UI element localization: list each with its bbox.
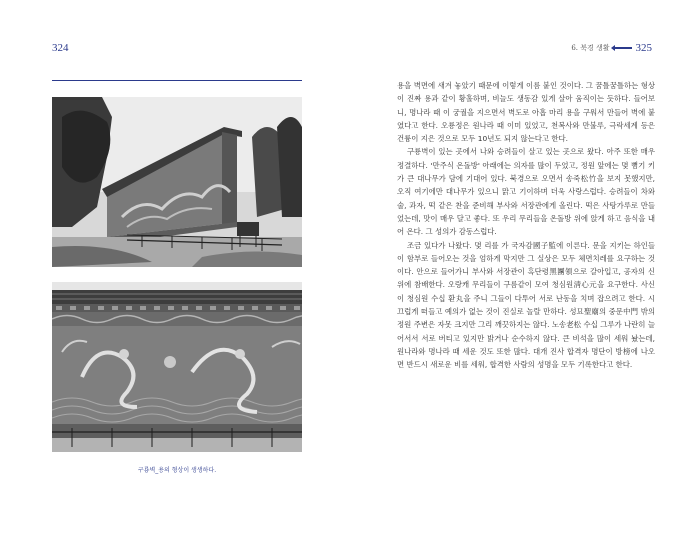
paragraph: 용을 벽면에 새겨 놓았기 때문에 이렇게 이름 붙인 것이다. 그 꿈틀꿈틀하는 형상이 진짜 용과 같이 황홀하며, 비늘도 생동감 있게 살아 움직이는 듯하다. 들어보니, 명나라 때 이 궁궐을 지으면서 벽도로 아홉 마리 용을 구워서 만들어 벽에 붙였다고 한다. 오룡정은 원나라 때 이미 있었고, 천복사와 만불루, 극락세계 등은 건륭이 지은 것으로 모두 10년도 되지 않는다고 한다. — [397, 81, 655, 144]
photo-dragon-wall-front — [52, 282, 302, 452]
left-page-number: 324 — [52, 42, 69, 54]
paragraph: 구룡벽이 있는 곳에서 나와 승려들이 살고 있는 곳으로 왔다. 아주 또한 매우 정결하다. '만주식 온돌방' 아래에는 의자를 많이 두었고, 정원 앞에는 몇 뼘기 키가 큰 대나무가 담에 기대어 있다. 북경으로 오면서 송죽松竹을 보지 못했지만, 오직 여기에만 대나무가 있으니 맑고 기이하며 더욱 사랑스럽다. 승려들이 차와 술, 과자, 떡 같은 찬을 준비해 부사와 서장관에게 올린다. 떡은 사탕가루로 만들었는데, 맛이 매우 달고 좋다. 또 우리 무리들을 온돌방 위에 앉게 하고 음식을 내어 온다. 그 성의가 감동스럽다. — [397, 147, 655, 237]
right-page-number: 325 — [635, 42, 652, 54]
running-header — [571, 42, 652, 54]
chapter-title: 6. 북경 생활 — [571, 44, 610, 52]
photo-dragon-wall-angled — [52, 97, 302, 267]
arrow-left-icon — [614, 47, 632, 49]
header-rule — [52, 80, 302, 81]
paragraph: 조금 있다가 나왔다. 몇 리를 가 국자감國子監에 이른다. 문을 지키는 하인들이 함부로 들어오는 것을 엄하게 막지만 그 실상은 모두 체면치레를 요구하는 것이다. 안으로 들어가니 부사와 서장관이 흑단령黑團領으로 갈아입고, 공자의 신위에 참배한다. 오랑캐 무리들이 구름같이 모여 청심원淸心元을 요구한다. 사신이 청심원 수십 환丸을 주니 그들이 다투어 서로 난동을 치며 잡으려고 한다. 시끄럽게 떠들고 예의가 없는 것이 진실로 놀랄 만하다. 성묘聖廟의 중문中門 밖의 정원 주변은 자못 크지만 그리 깨끗하지는 않다. 노송老松 수십 그루가 나란히 늘어서서 서로 버티고 있지만 밝거나 순수하지 않다. 큰 비석을 많이 세워 놨는데, 원나라와 명나라 때 세운 것도 또한 많다. 대개 진사 합격자 명단이 방榜에 나오면 반드시 새로운 비를 세워, 합격한 사람의 성명을 모두 기록한다고 한다. — [397, 240, 655, 370]
photo-caption: 구룡벽_용의 형상이 생생하다. — [137, 467, 217, 474]
body-text — [397, 79, 655, 372]
